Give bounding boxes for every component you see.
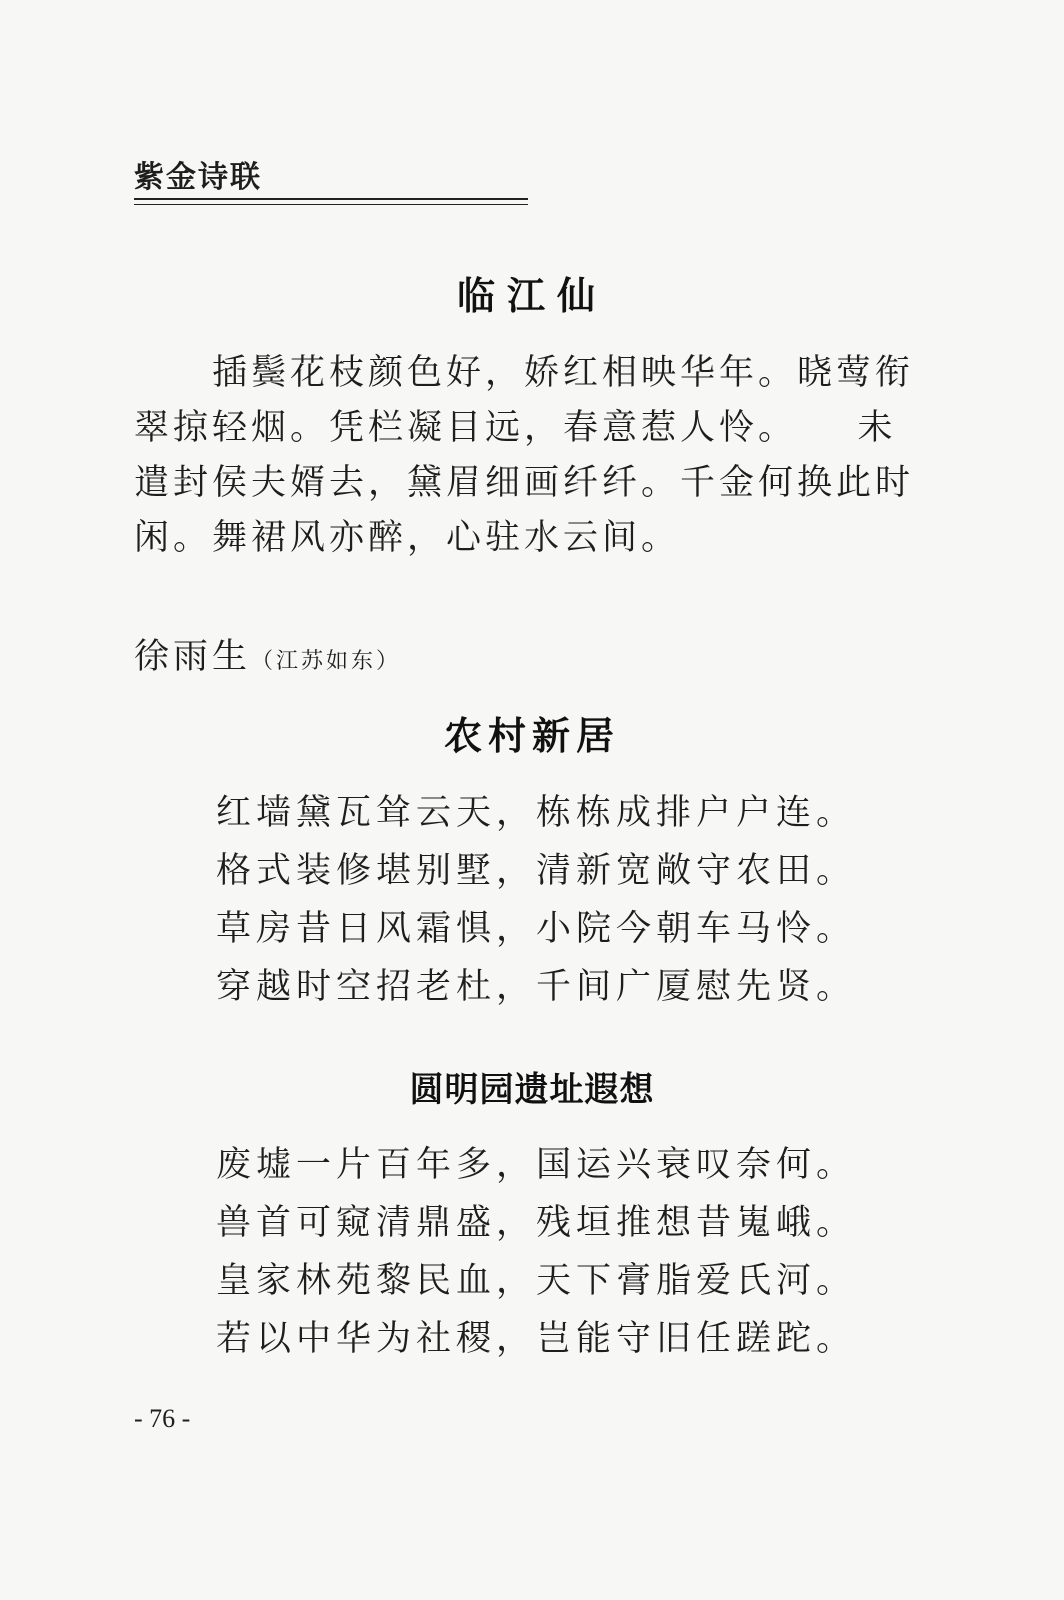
running-header <box>134 160 528 205</box>
poem-line: 穿越时空招老杜，千间广厦慰先贤。 <box>216 967 857 1007</box>
poem-line: 红墙黛瓦耸云天，栋栋成排户户连。 <box>216 793 857 833</box>
poem-body-nongcunxinju <box>216 784 856 1016</box>
ci-line: 遣封侯夫婿去，黛眉细画纤纤。千金何换此时 <box>134 463 915 503</box>
author-place: （江苏如东） <box>251 649 402 674</box>
page-number: - 76 - <box>134 1404 191 1433</box>
poem-title-yuanmingyuan: 圆明园遗址遐想 <box>409 1070 655 1110</box>
poem-body-yuanmingyuan <box>216 1136 856 1368</box>
poem-title-nongcunxinju: 农村新居 <box>443 714 620 758</box>
poem-line: 皇家林苑黎民血，天下膏脂爱氏河。 <box>216 1261 857 1301</box>
section-title-linjiangxian: 临江仙 <box>456 274 607 318</box>
poem-line: 若以中华为社稷，岂能守旧任蹉跎。 <box>216 1319 857 1359</box>
ci-line: 闲。舞裙风亦醉，心驻水云间。 <box>134 518 681 558</box>
poem-line: 格式装修堪别墅，清新宽敞守农田。 <box>216 851 857 891</box>
book-title: 紫金诗联 <box>134 160 262 195</box>
poem-line: 兽首可窥清鼎盛，残垣推想昔嵬峨。 <box>216 1203 857 1243</box>
poem-line: 废墟一片百年多，国运兴衰叹奈何。 <box>216 1145 857 1185</box>
ci-poem-body <box>134 346 914 566</box>
ci-line: 翠掠轻烟。凭栏凝目远，春意惹人怜。 未 <box>134 408 897 448</box>
header-rule <box>134 198 528 205</box>
author-name: 徐雨生 <box>134 637 252 677</box>
author-line <box>134 632 401 687</box>
poem-line: 草房昔日风霜惧，小院今朝车马怜。 <box>216 909 857 949</box>
ci-line: 插鬓花枝颜色好，娇红相映华年。晓莺衔 <box>212 353 915 393</box>
